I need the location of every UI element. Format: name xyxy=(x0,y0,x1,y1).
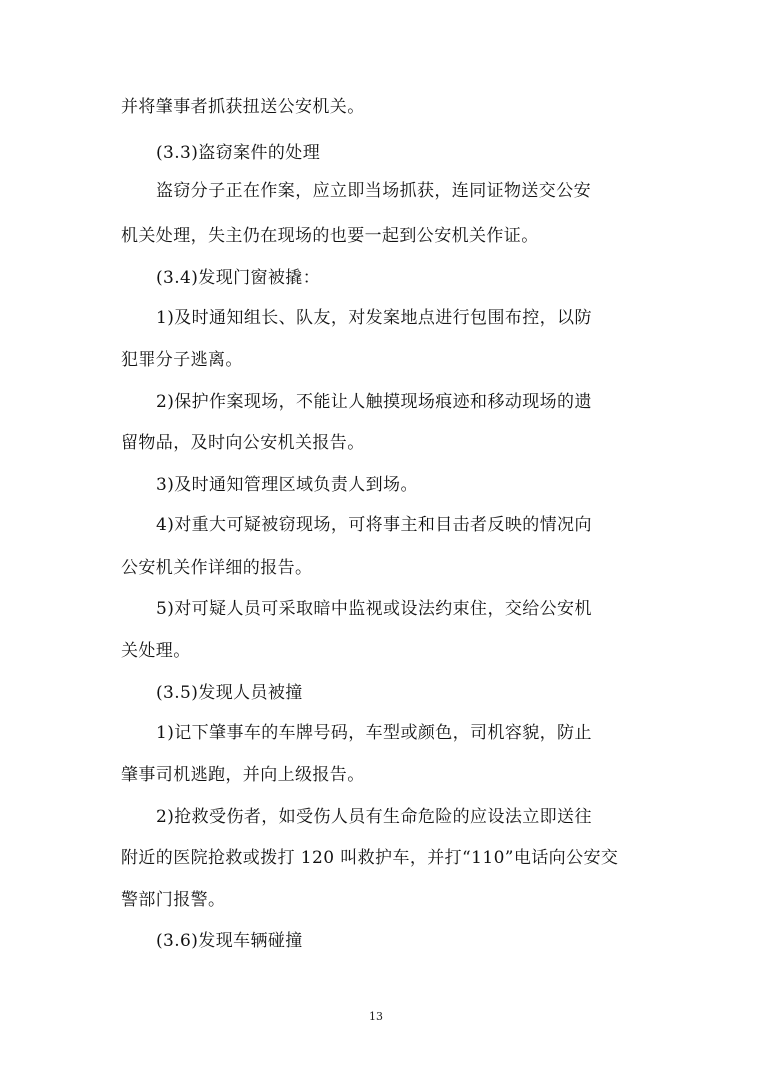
section-heading-3-6: (3.6)发现车辆碰撞 xyxy=(156,931,303,951)
text-line: 3)及时通知管理区域负责人到场。 xyxy=(156,475,418,495)
text-line: 2)保护作案现场，不能让人触摸现场痕迹和移动现场的遗 xyxy=(156,392,592,412)
text-line: 附近的医院抢救或拨打 120 叫救护车，并打“110”电话向公安交 xyxy=(121,848,619,868)
text-line: 2)抢救受伤者，如受伤人员有生命危险的应设法立即送往 xyxy=(156,807,592,827)
page-number: 13 xyxy=(369,1010,383,1023)
section-heading-3-5: (3.5)发现人员被撞 xyxy=(156,683,303,703)
text-line: 关处理。 xyxy=(121,641,191,661)
text-line: 并将肇事者抓获扭送公安机关。 xyxy=(121,97,365,117)
text-line: 5)对可疑人员可采取暗中监视或设法约束住，交给公安机 xyxy=(156,599,592,619)
text-line: 1)记下肇事车的车牌号码，车型或颜色，司机容貌，防止 xyxy=(156,723,592,743)
section-heading-3-4: (3.4)发现门窗被撬： xyxy=(156,268,321,288)
text-line: 机关处理，失主仍在现场的也要一起到公安机关作证。 xyxy=(121,226,539,246)
text-line: 留物品，及时向公安机关报告。 xyxy=(121,433,365,453)
text-line: 犯罪分子逃离。 xyxy=(121,350,243,370)
text-line: 警部门报警。 xyxy=(121,890,226,910)
text-line: 4)对重大可疑被窃现场，可将事主和目击者反映的情况向 xyxy=(156,515,592,535)
text-line: 1)及时通知组长、队友，对发案地点进行包围布控，以防 xyxy=(156,308,592,328)
section-heading-3-3: (3.3)盗窃案件的处理 xyxy=(156,143,321,163)
text-line: 盗窃分子正在作案，应立即当场抓获，连同证物送交公安 xyxy=(156,181,591,201)
text-line: 公安机关作详细的报告。 xyxy=(121,558,313,578)
text-line: 肇事司机逃跑，并向上级报告。 xyxy=(121,765,365,785)
